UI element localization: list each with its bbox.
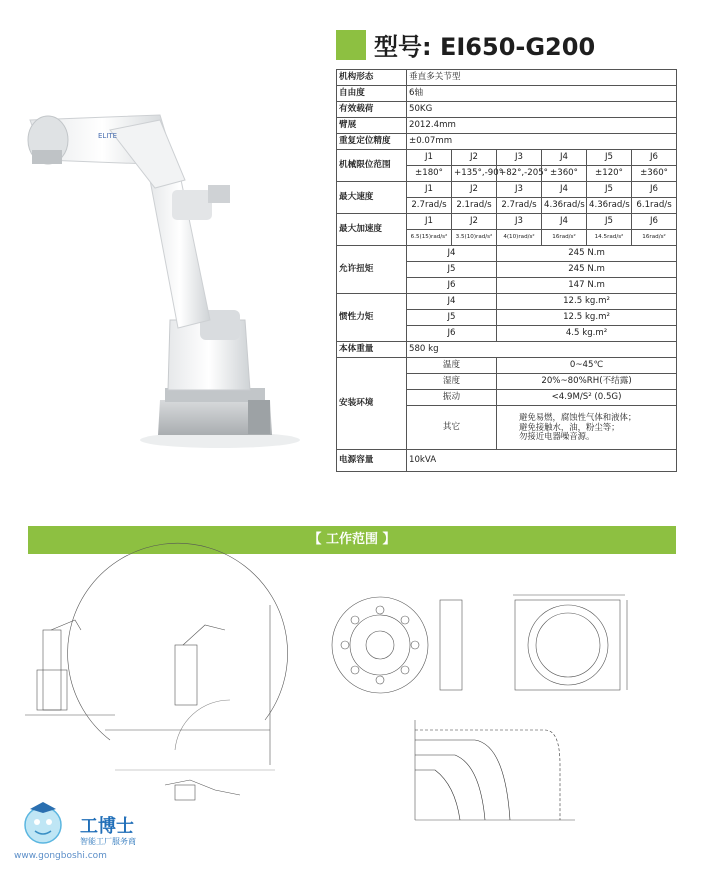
accel-value: 16rad/s² — [632, 230, 677, 246]
joint-header: J2 — [452, 214, 497, 230]
spec-value: 580 kg — [407, 342, 677, 358]
load-curve-drawing — [415, 720, 575, 820]
env-note: 避免接触水，油，粉尘等； — [519, 421, 620, 432]
work-envelope-drawing — [68, 543, 288, 800]
joint-header: J5 — [587, 182, 632, 198]
joint-header: J6 — [632, 150, 677, 166]
joint-header: J2 — [452, 150, 497, 166]
joint-header: J3 — [497, 182, 542, 198]
range-value: +82°,-205° — [497, 166, 542, 182]
side-view-drawing — [25, 620, 115, 715]
env-label: 湿度 — [407, 374, 497, 390]
title-accent-block — [336, 30, 366, 60]
env-note: 勿接近电器噪音源。 — [519, 431, 595, 442]
joint-header: J3 — [497, 214, 542, 230]
inertia-joint: J5 — [407, 310, 497, 326]
env-label: 其它 — [407, 406, 497, 450]
accel-value: 6.5(15)rad/s² — [407, 230, 452, 246]
page-title: 型号: EI650-G200 — [374, 33, 596, 61]
range-value: ±360° — [542, 166, 587, 182]
joint-header: J6 — [632, 182, 677, 198]
joint-header: J6 — [632, 214, 677, 230]
spec-label: 允许扭矩 — [337, 246, 407, 294]
joint-header: J4 — [542, 214, 587, 230]
env-value: <4.9M/S² (0.5G) — [497, 390, 677, 406]
spec-label: 机构形态 — [337, 70, 407, 86]
joint-header: J1 — [407, 182, 452, 198]
inertia-value: 4.5 kg.m² — [497, 326, 677, 342]
spec-label: 安装环境 — [337, 358, 407, 450]
inertia-value: 12.5 kg.m² — [497, 310, 677, 326]
spec-label: 有效载荷 — [337, 102, 407, 118]
speed-value: 2.7rad/s — [407, 198, 452, 214]
spec-table — [336, 69, 677, 472]
spec-label: 机械限位范围 — [337, 150, 407, 182]
env-value: 20%~80%RH(不结露) — [497, 374, 677, 390]
spec-label: 电源容量 — [337, 450, 407, 472]
range-value: +135°,-90° — [452, 166, 497, 182]
spec-value: 垂直多关节型 — [407, 70, 677, 86]
range-value: ±120° — [587, 166, 632, 182]
spec-label: 最大速度 — [337, 182, 407, 214]
mounting-view-drawing — [513, 595, 627, 690]
env-value: 0~45℃ — [497, 358, 677, 374]
accel-value: 4(10)rad/s² — [497, 230, 542, 246]
range-value: ±180° — [407, 166, 452, 182]
spec-label: 自由度 — [337, 86, 407, 102]
spec-value: ±0.07mm — [407, 134, 677, 150]
joint-header: J5 — [587, 150, 632, 166]
env-label: 温度 — [407, 358, 497, 374]
speed-value: 2.7rad/s — [497, 198, 542, 214]
env-note: 避免易燃，腐蚀性气体和液体； — [519, 412, 637, 423]
speed-value: 6.1rad/s — [632, 198, 677, 214]
inertia-joint: J6 — [407, 326, 497, 342]
speed-value: 2.1rad/s — [452, 198, 497, 214]
base-top-view-drawing — [332, 597, 462, 693]
speed-value: 4.36rad/s — [542, 198, 587, 214]
inertia-value: 12.5 kg.m² — [497, 294, 677, 310]
spec-label: 臂展 — [337, 118, 407, 134]
spec-value: 50KG — [407, 102, 677, 118]
joint-header: J4 — [542, 150, 587, 166]
logo-subtitle: 智能工厂服务商 — [80, 837, 136, 846]
accel-value: 14.5rad/s² — [587, 230, 632, 246]
torque-value: 245 N.m — [497, 246, 677, 262]
joint-header: J5 — [587, 214, 632, 230]
section-banner: 【 工作范围 】 — [28, 526, 676, 554]
logo-url: www.gongboshi.com — [14, 851, 107, 861]
inertia-joint: J4 — [407, 294, 497, 310]
joint-header: J1 — [407, 150, 452, 166]
accel-value: 3.5(10)rad/s² — [452, 230, 497, 246]
spec-value: 2012.4mm — [407, 118, 677, 134]
spec-label: 重复定位精度 — [337, 134, 407, 150]
torque-joint: J5 — [407, 262, 497, 278]
spec-value: 6轴 — [407, 86, 677, 102]
torque-value: 147 N.m — [497, 278, 677, 294]
torque-joint: J4 — [407, 246, 497, 262]
joint-header: J2 — [452, 182, 497, 198]
env-other-notes — [497, 406, 677, 450]
spec-label: 最大加速度 — [337, 214, 407, 246]
joint-header: J4 — [542, 182, 587, 198]
spec-label: 本体重量 — [337, 342, 407, 358]
robot-brand-label: ELITE — [98, 132, 118, 140]
joint-header: J3 — [497, 150, 542, 166]
spec-label: 惯性力矩 — [337, 294, 407, 342]
torque-joint: J6 — [407, 278, 497, 294]
speed-value: 4.36rad/s — [587, 198, 632, 214]
accel-value: 16rad/s² — [542, 230, 587, 246]
spec-value: 10kVA — [407, 450, 677, 472]
joint-header: J1 — [407, 214, 452, 230]
env-label: 振动 — [407, 390, 497, 406]
range-value: ±360° — [632, 166, 677, 182]
logo-text: 工博士 — [80, 816, 134, 837]
robot-illustration — [10, 70, 310, 450]
torque-value: 245 N.m — [497, 262, 677, 278]
